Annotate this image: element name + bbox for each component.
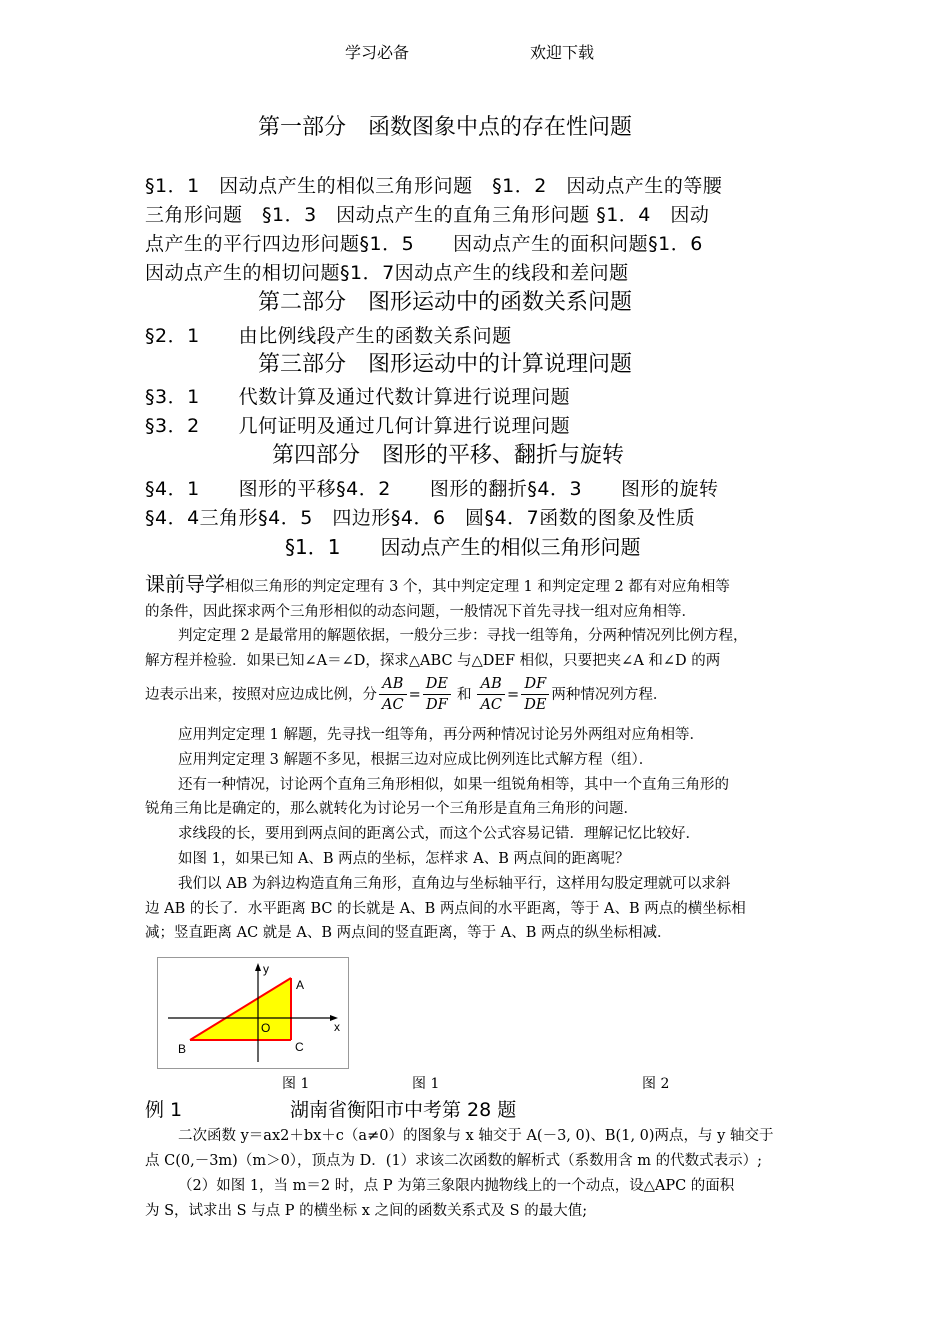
- fraction-ab-ac: $\frac{AB}{AC}$: [379, 674, 407, 715]
- para7: 如图 1，如果已知 A、B 两点的坐标，怎样求 A、B 两点间的距离呢？: [178, 851, 630, 867]
- part1-title: 第一部分 函数图象中点的存在性问题: [258, 115, 633, 140]
- example-source: 湖南省衡阳市中考第 28 题: [290, 1099, 517, 1121]
- and-word: 和: [456, 686, 472, 703]
- equals-sign: =: [408, 686, 421, 703]
- example-para1-line-1: 二次函数 y＝ax2＋bx＋c（a≠0）的图象与 x 轴交于 A(－3, 0)、B(1, 0)两点，与 y 轴交于: [178, 1128, 774, 1144]
- toc-4-line-2: §4．4三角形§4．5 四边形§4．6 圆§4．7函数的图象及性质: [145, 507, 696, 529]
- caption-1: 图 1: [282, 1076, 310, 1092]
- part3-title: 第三部分 图形运动中的计算说理问题: [258, 352, 633, 377]
- para8-line-1: 我们以 AB 为斜边构造直角三角形，直角边与坐标轴平行，这样用勾股定理就可以求斜: [178, 876, 731, 892]
- toc-line-1: §1．1 因动点产生的相似三角形问题 §1．2 因动点产生的等腰: [145, 175, 723, 197]
- point-b-label: B: [178, 1042, 187, 1056]
- toc-line-3: 点产生的平行四边形问题§1．5 因动点产生的面积问题§1．6: [145, 233, 703, 255]
- example-para2-line-2: 为 S，试求出 S 与点 P 的横坐标 x 之间的函数关系式及 S 的最大值;: [145, 1203, 588, 1219]
- para8-line-3: 减；竖直距离 AC 就是 A、B 两点间的竖直距离，等于 A、B 两点的纵坐标相减．: [145, 925, 672, 941]
- part2-title: 第二部分 图形运动中的函数关系问题: [258, 290, 633, 315]
- toc-3-2: §3．2 几何证明及通过几何计算进行说理问题: [145, 415, 571, 437]
- x-label: x: [334, 1020, 340, 1034]
- toc-line-2: 三角形问题 §1．3 因动点产生的直角三角形问题 §1．4 因动: [145, 204, 710, 226]
- fraction-de-df: $\frac{DE}{DF}$: [423, 674, 451, 715]
- coordinate-figure: [158, 958, 348, 1068]
- example-para1-line-2: 点 C(0,－3m)（m＞0），顶点为 D．(1）求该二次函数的解析式（系数用含 m 的代数式表示）;: [145, 1153, 763, 1169]
- para8-line-2: 边 AB 的长了．水平距离 BC 的长就是 A、B 两点间的水平距离，等于 A、B 两点的横坐标相: [145, 901, 746, 917]
- y-axis-arrow: [255, 963, 261, 971]
- intro-label: 课前导学: [145, 572, 225, 596]
- fraction-df-de: $\frac{DF}{DE}$: [521, 674, 549, 715]
- part4-title: 第四部分 图形的平移、翻折与旋转: [272, 443, 625, 468]
- y-label: y: [263, 962, 269, 976]
- para4: 应用判定定理 3 解题不多见，根据三边对应成比例列连比式解方程（组）．: [178, 752, 654, 768]
- toc-2-1: §2．1 由比例线段产生的函数关系问题: [145, 325, 512, 347]
- toc-3-1: §3．1 代数计算及通过代数计算进行说理问题: [145, 386, 571, 408]
- header-left: 学习必备: [345, 43, 410, 62]
- point-c-label: C: [295, 1040, 304, 1054]
- example-para2-line-1: （2）如图 1，当 m＝2 时，点 P 为第三象限内抛物线上的一个动点，设△APC 的面积: [178, 1178, 735, 1194]
- para5-line-2: 锐角三角比是确定的，那么就转化为讨论另一个三角形是直角三角形的问题．: [145, 801, 638, 817]
- point-a-label: A: [296, 978, 305, 992]
- para1-cont: 的条件，因此探求两个三角形相似的动态问题，一般情况下首先寻找一组对应角相等．: [145, 604, 696, 620]
- equals-sign-2: =: [507, 686, 520, 703]
- para6: 求线段的长，要用到两点间的距离公式，而这个公式容易记错．理解记忆比较好．: [178, 826, 700, 842]
- para2-line-2: 解方程并检验．如果已知∠A＝∠D，探求△ABC 与△DEF 相似，只要把夹∠A 和∠D 的两: [145, 653, 721, 669]
- intro-line: [145, 568, 730, 599]
- para3: 应用判定定理 1 解题，先寻找一组等角，再分两种情况讨论另外两组对应角相等．: [178, 727, 704, 743]
- para2-post: 两种情况列方程．: [551, 686, 668, 703]
- toc-4-line-1: §4．1 图形的平移§4．2 图形的翻折§4．3 图形的旋转: [145, 478, 719, 500]
- example-label: 例 1: [145, 1099, 183, 1121]
- para2-pre: 边表示出来，按照对应边成比例，分: [145, 686, 377, 703]
- caption-2: 图 1: [412, 1076, 440, 1092]
- figure-1: [157, 957, 349, 1069]
- para2-line-3: [145, 674, 667, 715]
- caption-3: 图 2: [642, 1076, 670, 1092]
- fraction-ab-ac-2: $\frac{AB}{AC}$: [477, 674, 505, 715]
- para2-line-1: 判定定理 2 是最常用的解题依据，一般分三步：寻找一组等角，分两种情况列比例方程，: [178, 628, 748, 644]
- intro-text: 相似三角形的判定定理有 3 个，其中判定定理 1 和判定定理 2 都有对应角相等: [225, 579, 730, 595]
- para5-line-1: 还有一种情况，讨论两个直角三角形相似，如果一组锐角相等，其中一个直角三角形的: [178, 777, 729, 793]
- toc-line-4: 因动点产生的相切问题§1．7因动点产生的线段和差问题: [145, 262, 629, 284]
- section-title: §1．1 因动点产生的相似三角形问题: [285, 535, 641, 559]
- header-right: 欢迎下载: [530, 43, 595, 62]
- origin-label: O: [261, 1021, 271, 1035]
